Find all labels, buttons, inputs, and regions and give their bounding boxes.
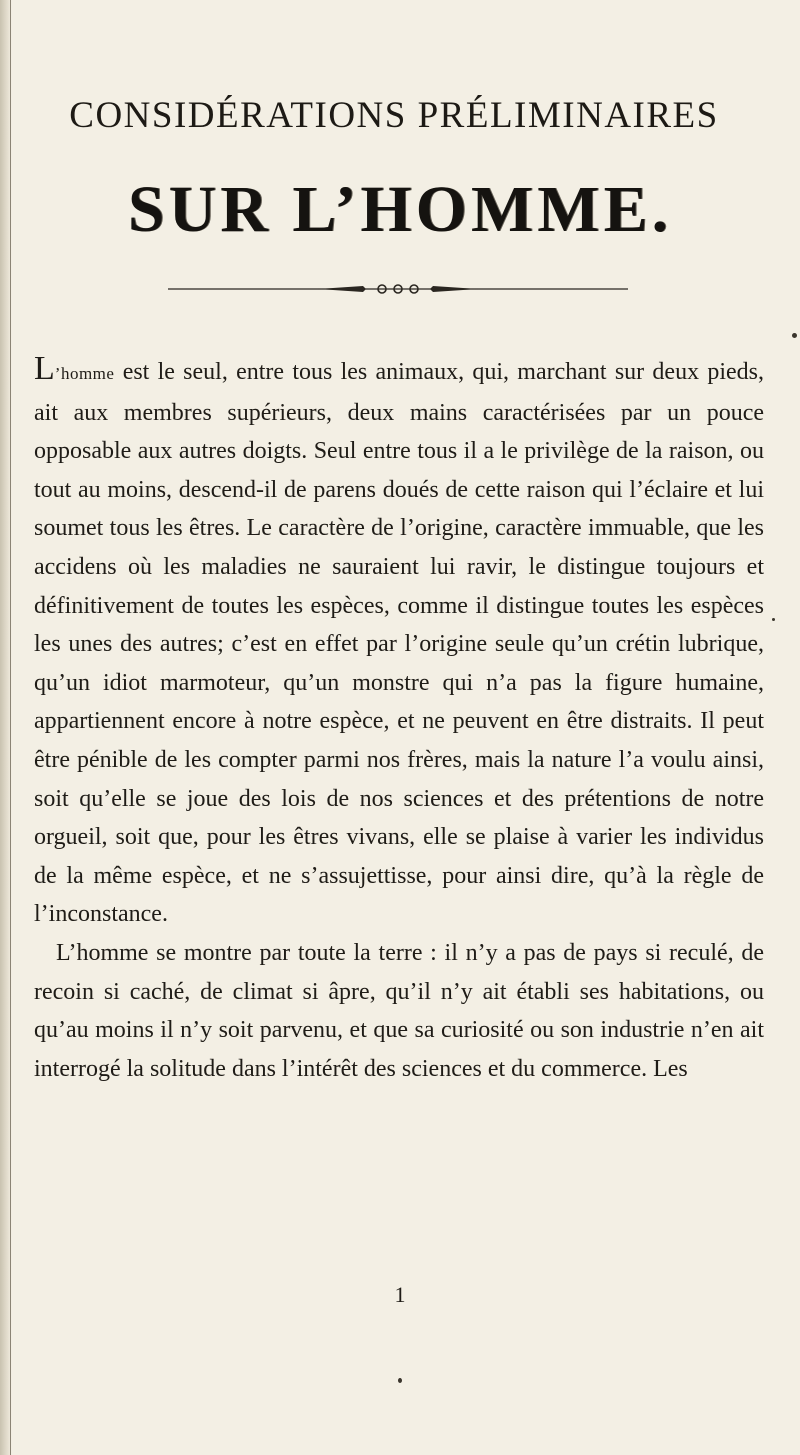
paper-speck: [398, 1378, 402, 1383]
ornament-divider-icon: [168, 282, 628, 296]
chapter-title-line1: CONSIDÉRATIONS PRÉLIMINAIRES: [69, 95, 719, 136]
paragraph-1: [34, 352, 764, 934]
paper-speck: [792, 333, 797, 338]
paper-speck: [772, 618, 775, 621]
chapter-title-line2: SUR L’HOMME.: [127, 173, 673, 246]
body-text: [34, 352, 764, 1088]
small-caps-word: ’homme: [54, 364, 115, 383]
drop-letter: L: [34, 350, 55, 387]
paragraph-2: L’homme se montre par toute la terre : il n’y a pas de pays si reculé, de recoin si caché, de climat si âpre, qu’il n’y ait établi ses habitations, ou qu’au moins il n’y soit parvenu, et que sa curiosité ou son industrie n’en ait interrogé la solitude dans l’intérêt des sciences et du commerce. Les: [34, 939, 764, 1082]
page-number: 1: [394, 1282, 406, 1307]
paragraph-1-text: est le seul, entre tous les animaux, qui, marchant sur deux pieds, ait aux membres supérieurs, deux mains caractérisées par un pouce opposable aux autres doigts. Seul entre tous il a le privilège de la raison, ou tout au moins, descend-il de parens doués de cette raison qui l’éclaire et lui soumet tous les êtres. Le caractère de l’origine, caractère immuable, que les accidens où les maladies ne sauraient lui ravir, le distingue toujours et définitivement de toutes les espèces, comme il distingue toutes les espèces les unes des autres; c’est en effet par l’origine seule qu’un crétin lubrique, qu’un idiot marmoteur, qu’un monstre qui n’a pas la figure humaine, appartiennent encore à notre espèce, et ne peuvent en être distraits. Il peut être pénible de les compter parmi nos frères, mais la nature l’a voulu ainsi, soit qu’elle se joue des lois de nos sciences et des prétentions de notre orgueil, soit que, pour les êtres vivans, elle se plaise à varier les individus de la même espèce, et ne s’assujettisse, pour ainsi dire, qu’à la règle de l’inconstance.: [34, 359, 764, 928]
